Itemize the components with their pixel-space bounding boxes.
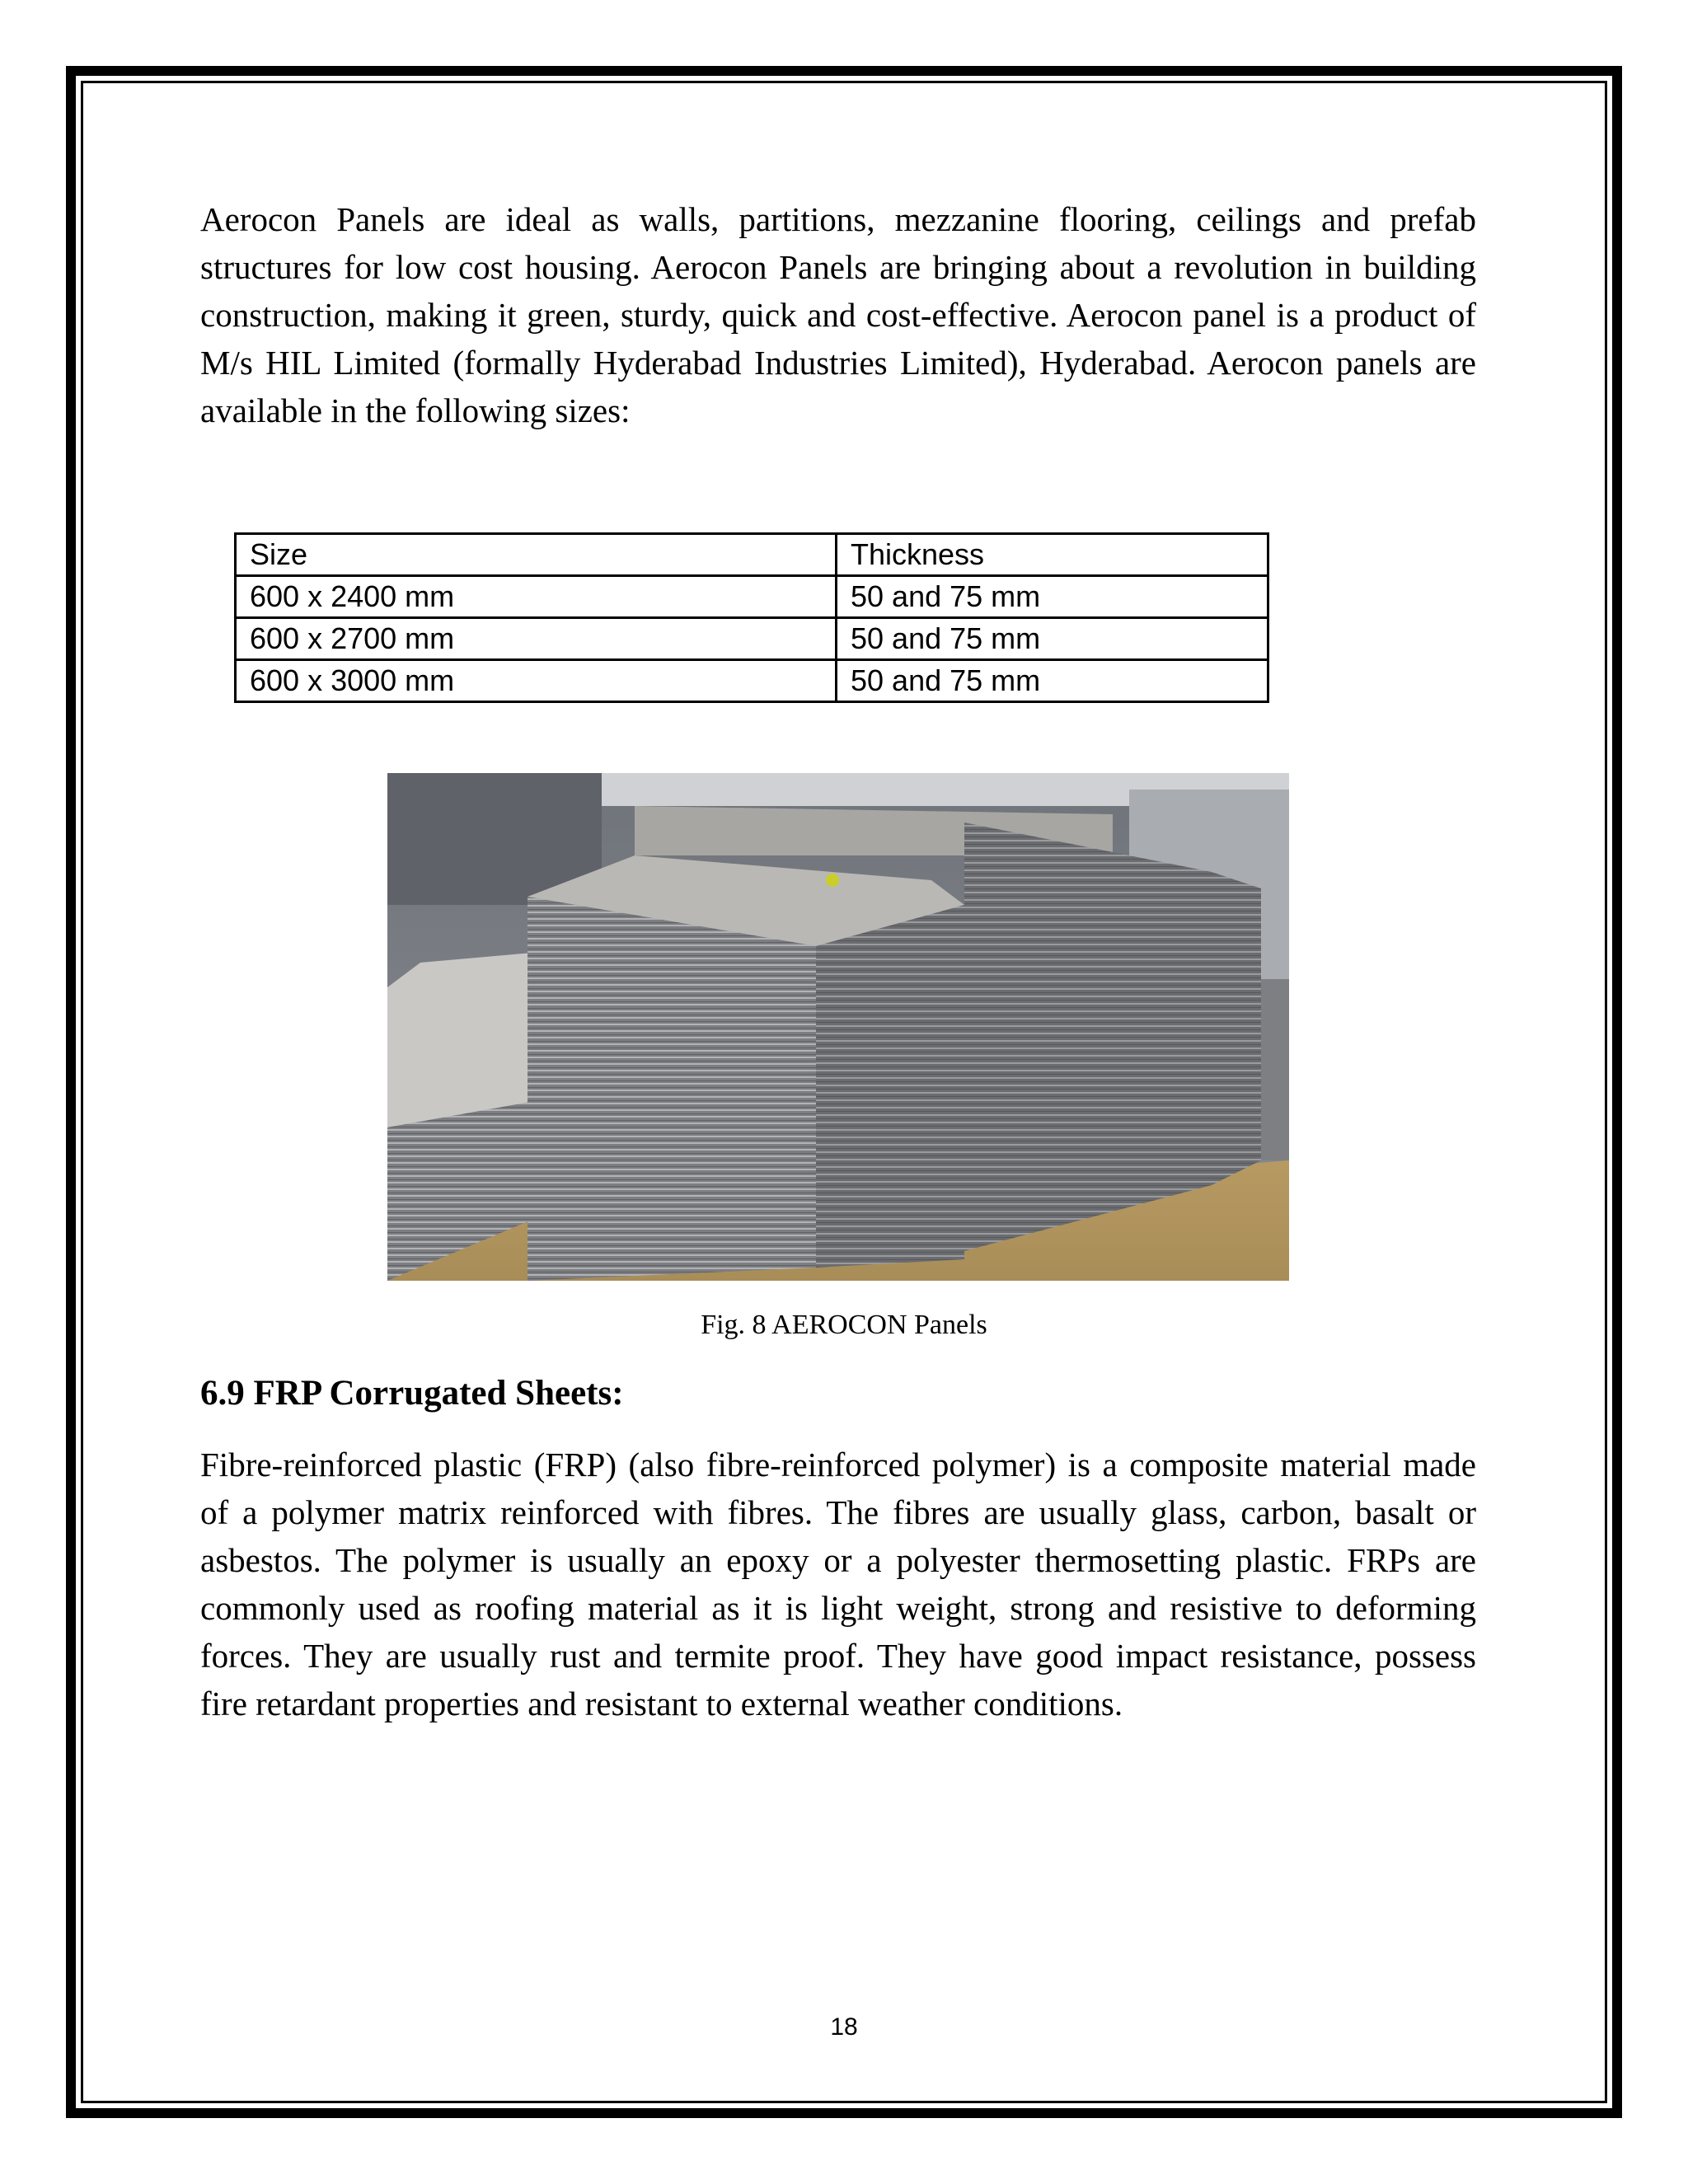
table-cell: 600 x 3000 mm bbox=[236, 660, 837, 702]
table-cell: 50 and 75 mm bbox=[837, 660, 1268, 702]
intro-paragraph: Aerocon Panels are ideal as walls, partitions, mezzanine flooring, ceilings and prefab structures for low cost housing. Aerocon Panels are bringing about a revolution in building construction, making it green, sturdy, quick and cost-effective. Aerocon panel is a product of M/s HIL Limited (formally Hyderabad Industries Limited), Hyderabad. Aerocon panels are available in the following sizes: bbox=[200, 200, 1476, 429]
table-cell: 50 and 75 mm bbox=[837, 576, 1268, 618]
figure-caption: Fig. 8 AEROCON Panels bbox=[701, 1310, 987, 1340]
frp-paragraph: Fibre-reinforced plastic (FRP) (also fibre-reinforced polymer) is a composite material made of a polymer matrix reinforced with fibres. The fibres are usually glass, carbon, basalt or asbestos. The polymer is usually an epoxy or a polyester thermosetting plastic. FRPs are commonly used as roofing material as it is light weight, strong and resistive to deforming forces. They are usually rust and termite proof. They have good impact resistance, possess fire retardant properties and resistant to external weather conditions. bbox=[200, 1446, 1476, 1722]
table-header-cell: Size bbox=[236, 534, 837, 576]
aerocon-panels-photo bbox=[387, 773, 1289, 1281]
table-cell: 50 and 75 mm bbox=[837, 618, 1268, 660]
table-cell: 600 x 2400 mm bbox=[236, 576, 837, 618]
page-number: 18 bbox=[830, 2013, 858, 2041]
section-heading: 6.9 FRP Corrugated Sheets: bbox=[200, 1374, 624, 1413]
table-header-row bbox=[236, 534, 1268, 576]
panel-size-table bbox=[234, 532, 1269, 703]
table-header-cell: Thickness bbox=[837, 534, 1268, 576]
table-row bbox=[236, 618, 1268, 660]
table-row bbox=[236, 660, 1268, 702]
table-row bbox=[236, 576, 1268, 618]
table-cell: 600 x 2700 mm bbox=[236, 618, 837, 660]
